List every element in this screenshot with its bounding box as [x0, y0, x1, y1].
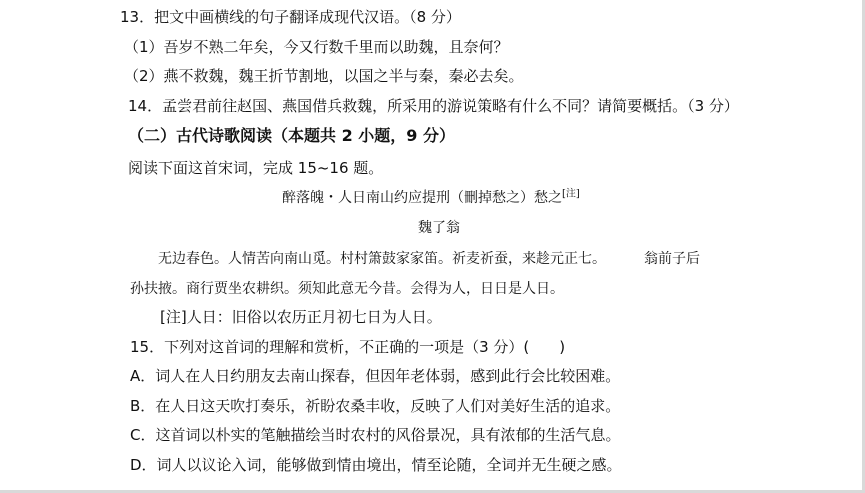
poem-line-1-tail: 翁前子后 [644, 251, 700, 267]
question-13-prompt: 13．把文中画横线的句子翻译成现代汉语。（8 分） [120, 8, 461, 26]
poem-title-line [282, 188, 580, 208]
note-marker: [注] [562, 188, 580, 200]
question-15-prompt: 15．下列对这首词的理解和赏析，不正确的一项是（3 分）( ) [130, 338, 566, 356]
footnote: [注]人日：旧俗以农历正月初七日为人日。 [160, 308, 442, 326]
question-14-prompt: 14．孟尝君前往赵国、燕国借兵救魏，所采用的游说策略有什么不同？请简要概括。（3 分） [128, 97, 739, 115]
section-instruction: 阅读下面这首宋词，完成 15~16 题。 [128, 159, 384, 177]
poem-title: 醉落魄・人日南山约应提刑（刪掉愁之）愁之 [282, 190, 562, 206]
poem-line-1 [158, 249, 700, 269]
option-b: B．在人日这天吹打奏乐，祈盼农桑丰收，反映了人们对美好生活的追求。 [130, 397, 621, 415]
question-13-sentence-2: （2）燕不救魏，魏王折节割地，以国之半与秦，秦必去矣。 [124, 67, 524, 85]
option-a: A．词人在人日约朋友去南山探春，但因年老体弱，感到此行会比较困难。 [130, 367, 621, 385]
option-c: C．这首词以朴实的笔触描绘当时农村的风俗景况，具有浓郁的生活气息。 [130, 426, 621, 444]
poem-author: 魏了翁 [418, 220, 460, 236]
poem-line-1-text: 无边春色。人情苦向南山觅。村村箫鼓家家笛。祈麦祈蚕，来趁元正七。 [158, 251, 606, 267]
option-d: D．词人以议论入词，能够做到情由境出，情至论随，全词并无生硬之感。 [130, 456, 622, 474]
poem-line-2: 孙扶掖。商行贾坐农耕织。须知此意无今昔。会得为人，日日是人日。 [130, 281, 564, 297]
section-heading: （二）古代诗歌阅读（本题共 2 小题，9 分） [128, 126, 455, 145]
question-13-sentence-1: （1）吾岁不熟二年矣，今又行数千里而以助魏，且奈何？ [124, 38, 509, 56]
